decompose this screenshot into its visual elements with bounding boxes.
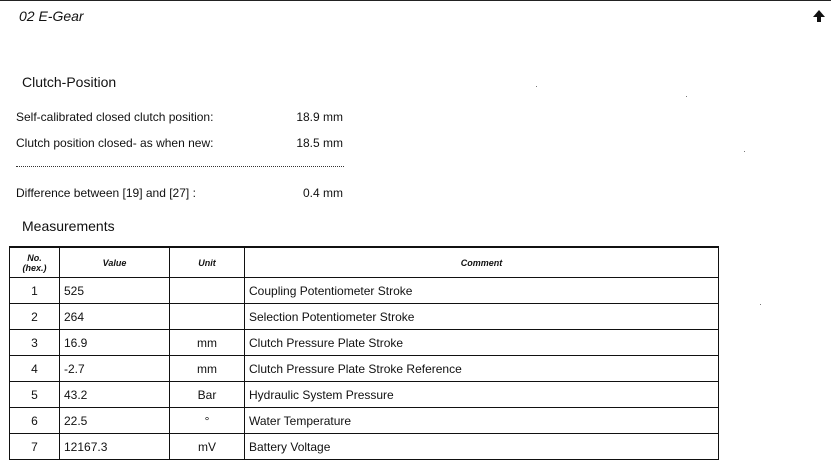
scan-speck bbox=[686, 96, 687, 97]
cell-value: 264 bbox=[60, 304, 170, 330]
cell-value: 22.5 bbox=[60, 408, 170, 434]
cell-unit: ° bbox=[170, 408, 245, 434]
cell-comment: Clutch Pressure Plate Stroke Reference bbox=[245, 356, 719, 382]
table-row bbox=[10, 382, 719, 408]
column-header-no-line1: No. bbox=[27, 252, 42, 263]
table-row bbox=[10, 278, 719, 304]
closed-as-new-value: 18.5 mm bbox=[296, 136, 343, 150]
cell-unit: mV bbox=[170, 434, 245, 460]
cell-unit bbox=[170, 304, 245, 330]
table-row bbox=[10, 304, 719, 330]
self-calibrated-value: 18.9 mm bbox=[296, 110, 343, 124]
difference-label: Difference between [19] and [27] : bbox=[16, 186, 196, 200]
measurements-table bbox=[9, 246, 719, 460]
cell-comment: Hydraulic System Pressure bbox=[245, 382, 719, 408]
clutch-position-heading: Clutch-Position bbox=[22, 74, 117, 90]
difference-value: 0.4 mm bbox=[302, 186, 343, 200]
cell-unit: mm bbox=[170, 356, 245, 382]
cell-no: 6 bbox=[10, 408, 60, 434]
scan-speck bbox=[744, 151, 745, 152]
top-border bbox=[0, 0, 831, 1]
cell-unit: mm bbox=[170, 330, 245, 356]
column-header-comment: Comment bbox=[245, 247, 719, 278]
cell-value: 12167.3 bbox=[60, 434, 170, 460]
column-header-value: Value bbox=[60, 247, 170, 278]
scan-speck bbox=[536, 86, 537, 87]
self-calibrated-label: Self-calibrated closed clutch position: bbox=[16, 110, 214, 124]
cell-no: 2 bbox=[10, 304, 60, 330]
cell-comment: Battery Voltage bbox=[245, 434, 719, 460]
column-header-no-line2: (hex.) bbox=[22, 262, 47, 273]
page-title: 02 E-Gear bbox=[19, 8, 84, 24]
closed-as-new-label: Clutch position closed- as when new: bbox=[16, 136, 214, 150]
cell-value: -2.7 bbox=[60, 356, 170, 382]
cell-unit bbox=[170, 278, 245, 304]
cell-value: 525 bbox=[60, 278, 170, 304]
scan-speck bbox=[760, 304, 761, 305]
cell-comment: Selection Potentiometer Stroke bbox=[245, 304, 719, 330]
arrow-up-icon[interactable] bbox=[812, 9, 826, 23]
table-header-row bbox=[10, 247, 719, 278]
cell-no: 1 bbox=[10, 278, 60, 304]
table-row bbox=[10, 356, 719, 382]
divider bbox=[16, 166, 344, 167]
column-header-unit: Unit bbox=[170, 247, 245, 278]
table-row bbox=[10, 434, 719, 460]
cell-no: 3 bbox=[10, 330, 60, 356]
cell-value: 16.9 bbox=[60, 330, 170, 356]
cell-comment: Clutch Pressure Plate Stroke bbox=[245, 330, 719, 356]
measurements-heading: Measurements bbox=[22, 218, 115, 234]
column-header-no bbox=[10, 247, 60, 278]
cell-comment: Water Temperature bbox=[245, 408, 719, 434]
cell-value: 43.2 bbox=[60, 382, 170, 408]
cell-unit: Bar bbox=[170, 382, 245, 408]
table-row bbox=[10, 408, 719, 434]
cell-no: 7 bbox=[10, 434, 60, 460]
cell-no: 4 bbox=[10, 356, 60, 382]
cell-no: 5 bbox=[10, 382, 60, 408]
table-row bbox=[10, 330, 719, 356]
cell-comment: Coupling Potentiometer Stroke bbox=[245, 278, 719, 304]
